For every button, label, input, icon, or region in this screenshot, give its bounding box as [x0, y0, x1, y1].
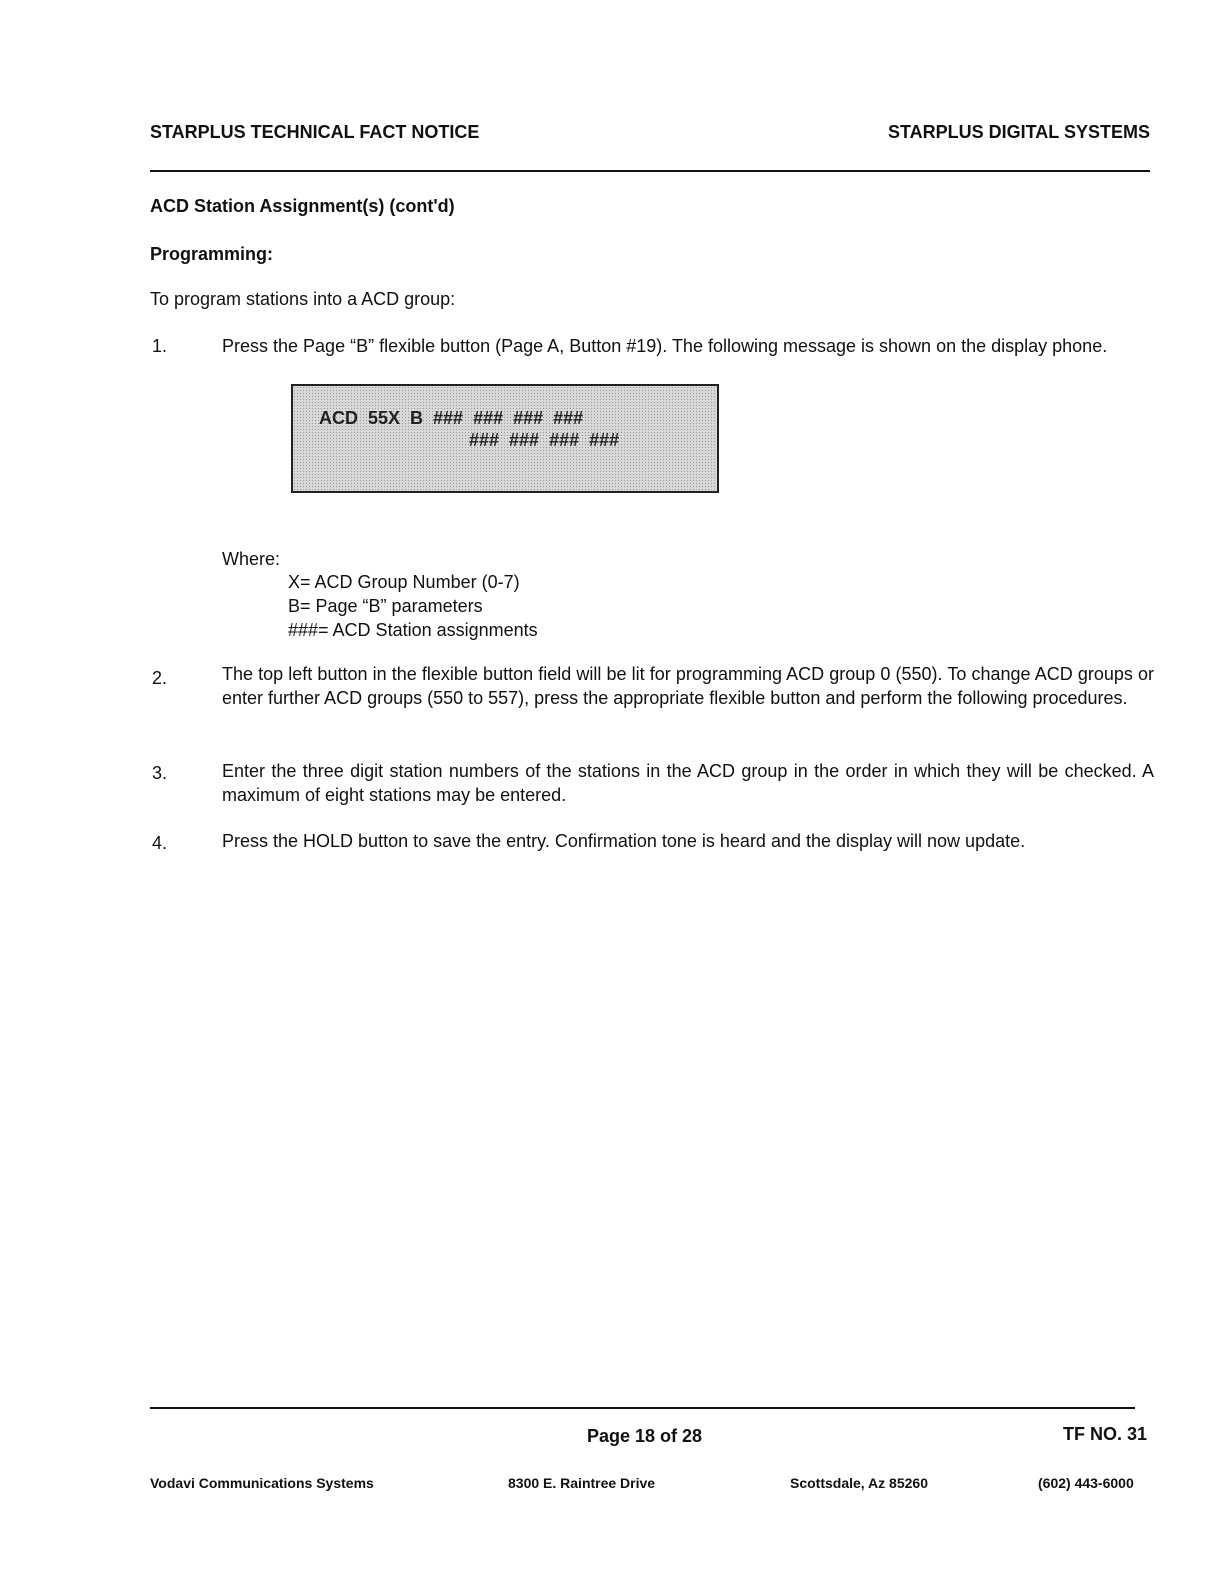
display-phone-screen [291, 384, 719, 493]
step-text: Press the HOLD button to save the entry. Confirmation tone is heard and the display will now update. [222, 831, 1026, 851]
display-row-2: ### ### ### ### [469, 430, 620, 450]
step-number: 1. [152, 336, 168, 356]
where-item: X= ACD Group Number (0-7) [288, 572, 520, 592]
step-number: 3. [152, 763, 168, 783]
step-text: The top left button in the flexible button field will be lit for programming ACD group 0 (550). To change ACD groups or enter further ACD groups (550 to 557), press the appropriate flexible button and perform the following procedures. [222, 664, 1154, 708]
footer-company: Vodavi Communications Systems [150, 1475, 374, 1491]
display-row-1: ACD 55X B ### ### ### ### [319, 408, 584, 428]
footer-divider [150, 1407, 1135, 1409]
footer-city: Scottsdale, Az 85260 [790, 1475, 928, 1491]
footer-street: 8300 E. Raintree Drive [508, 1475, 656, 1491]
programming-title: Programming: [150, 244, 274, 264]
page-number: Page 18 of 28 [587, 1426, 703, 1446]
step-number: 2. [152, 668, 168, 688]
header-left-title: STARPLUS TECHNICAL FACT NOTICE [150, 122, 480, 142]
header-divider [150, 170, 1150, 172]
tf-number: TF NO. 31 [1062, 1424, 1147, 1444]
footer-phone: (602) 443-6000 [1038, 1475, 1134, 1491]
step-text: Press the Page “B” flexible button (Page A, Button #19). The following message is shown on the display phone. [222, 336, 1108, 356]
step-number: 4. [152, 833, 168, 853]
step-text: Enter the three digit station numbers of the stations in the ACD group in the order in which they will be checked. A maximum of eight stations may be entered. [222, 761, 1154, 805]
section-title: ACD Station Assignment(s) (cont'd) [150, 196, 455, 216]
intro-text: To program stations into a ACD group: [150, 289, 456, 309]
where-item: B= Page “B” parameters [288, 596, 483, 616]
where-item: ###= ACD Station assignments [288, 620, 538, 640]
header-right-title: STARPLUS DIGITAL SYSTEMS [887, 122, 1150, 142]
where-label: Where: [222, 549, 281, 569]
